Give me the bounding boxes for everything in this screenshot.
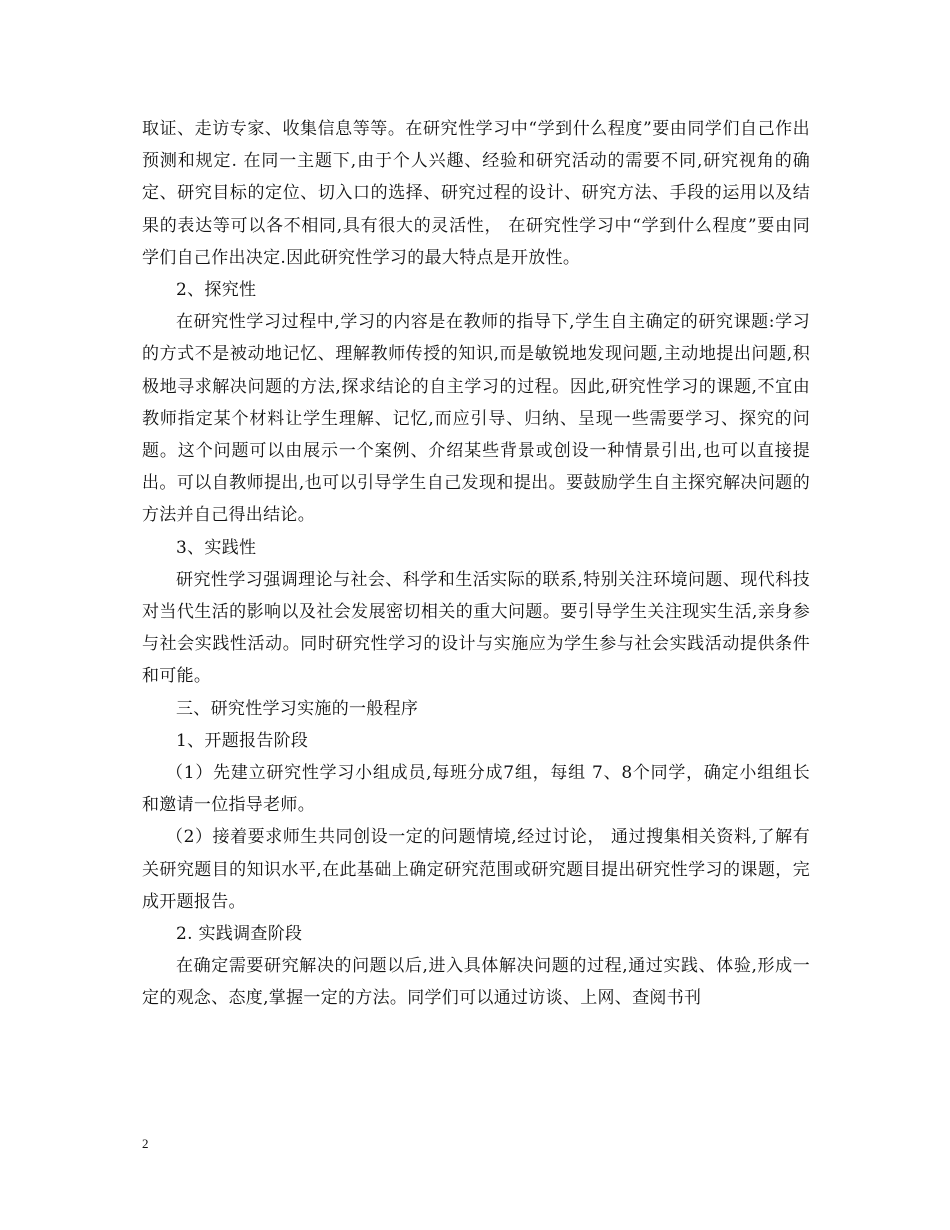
paragraph-survey: 在确定需要研究解决的问题以后,进入具体解决问题的过程,通过实践、体验,形成一定的观念、态度,掌握一定的方法。同学们可以通过访谈、上网、查阅书刊: [142, 956, 810, 1009]
page-number: 2: [142, 1136, 149, 1151]
paragraph-openness-continued: 取证、走访专家、收集信息等等。在研究性学习中“学到什么程度”要由同学们自己作出预测和规定. 在同一主题下,由于个人兴趣、经验和研究活动的需要不同,研究视角的确定、研究目标的定位、切入口的选择、研究过程的设计、研究方法、手段的运用以及结果的表达等可以各不相同,具有很大的灵活性， 在研究性学习中“学到什么程度”要由同学们自己作出决定.因此研究性学习的最大特点是开放性。: [142, 119, 810, 268]
paragraph-step-2: （2）接着要求师生共同创设一定的问题情境,经过讨论， 通过搜集相关资料,了解有关研究题目的知识水平,在此基础上确定研究范围或研究题目提出研究性学习的课题，完成开题报告。: [142, 827, 810, 912]
heading-proposal-stage: 1、开题报告阶段: [176, 730, 309, 751]
heading-inquiry: 2、探究性: [176, 280, 257, 301]
heading-practice: 3、实践性: [176, 537, 257, 558]
body-text: [142, 113, 810, 1015]
paragraph-practice: 研究性学习强调理论与社会、科学和生活实际的联系,特别关注环境问题、现代科技对当代生活的影响以及社会发展密切相关的重大问题。要引导学生关注现实生活,亲身参与社会实践性活动。同时研究性学习的设计与实施应为学生参与社会实践活动提供条件和可能。: [142, 569, 810, 687]
paragraph-inquiry: 在研究性学习过程中,学习的内容是在教师的指导下,学生自主确定的研究课题:学习的方式不是被动地记忆、理解教师传授的知识,而是敏锐地发现问题,主动地提出问题,积极地寻求解决问题的方法,探求结论的自主学习的过程。因此,研究性学习的课题,不宜由教师指定某个材料让学生理解、记忆,而应引导、归纳、呈现一些需要学习、探究的问题。这个问题可以由展示一个案例、介绍某些背景或创设一种情景引出,也可以直接提出。可以自教师提出,也可以引导学生自己发现和提出。要鼓励学生自主探究解决问题的方法并自己得出结论。: [142, 312, 810, 526]
heading-survey-stage: 2. 实践调查阶段: [176, 924, 303, 945]
section-heading-procedure: 三、研究性学习实施的一般程序: [176, 698, 419, 719]
paragraph-step-1: （1）先建立研究性学习小组成员,每班分成7组，每组 7、8个同学，确定小组组长和邀请一位指导老师。: [142, 763, 810, 816]
